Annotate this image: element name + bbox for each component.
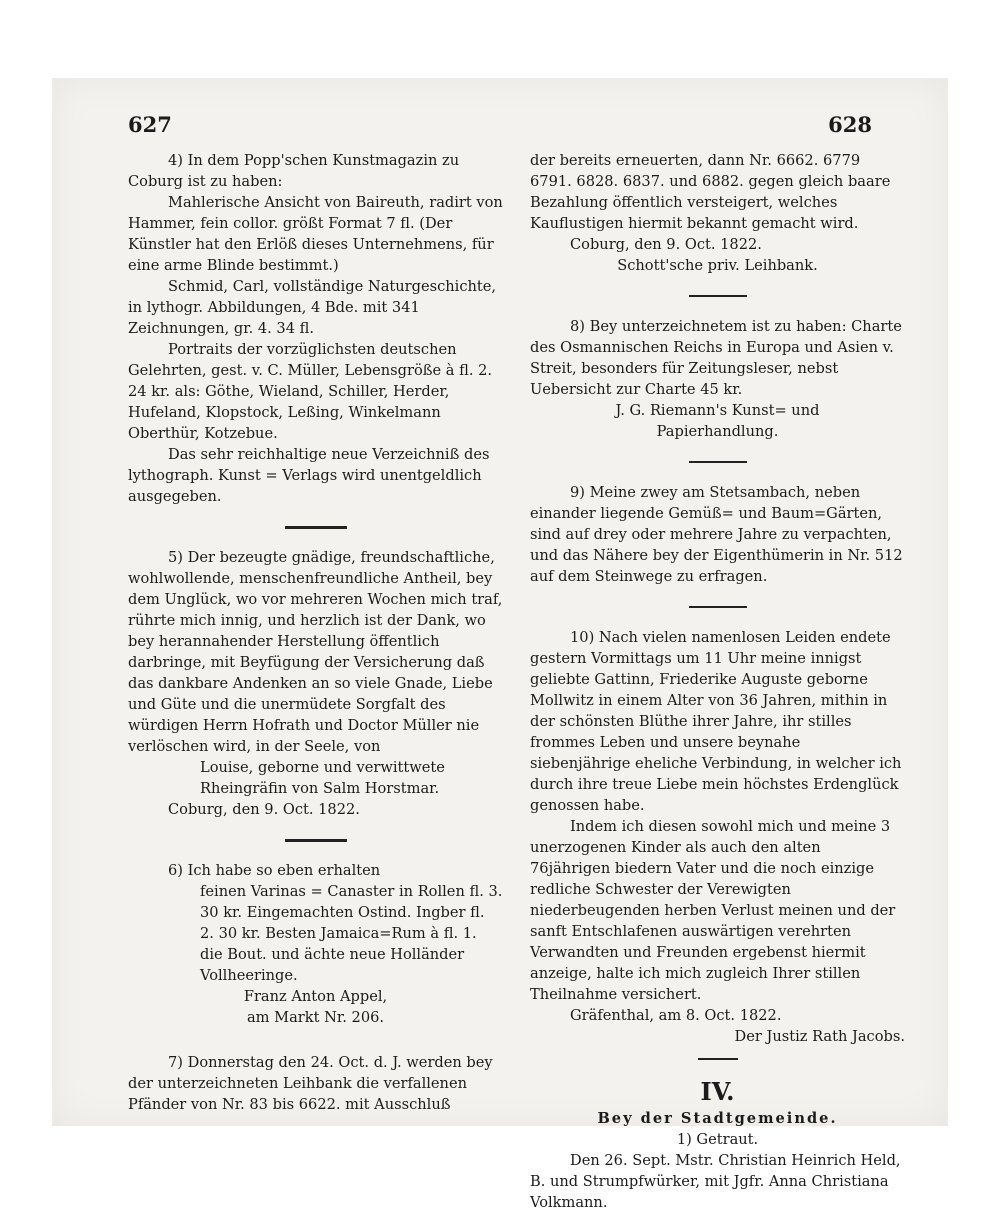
notice-7-text: 7) Donnerstag den 24. Oct. d. J. werden bey der unterzeichneten Leihbank die verfallenen Pfänder von Nr. 83 bis 6622. mit Ausschluß xyxy=(128,1054,493,1113)
right-column xyxy=(530,150,905,1213)
notice-8-signature-1: J. G. Riemann's Kunst= und xyxy=(615,402,820,419)
notice-4-item-3: Portraits der vorzüglichsten deutschen Gelehrten, gest. v. C. Müller, Lebensgröße à fl. 2. 24 kr. als: Göthe, Wieland, Schiller, Herder, Hufeland, Klopstock, Leßing, Winkelmann Oberthür, Kotzebue. xyxy=(128,341,493,442)
divider xyxy=(530,442,905,482)
divider xyxy=(530,276,905,316)
divider xyxy=(128,820,503,860)
notice-5 xyxy=(128,547,503,820)
notice-6-body: feinen Varinas = Canaster in Rollen fl. 3. 30 kr. Eingemachten Ostind. Ingber fl. 2. 30 kr. Besten Jamaica=Rum à fl. 1. die Bout. und ächte neue Holländer Vollheeringe. xyxy=(200,883,503,984)
divider xyxy=(530,587,905,627)
section-entry: Den 26. Sept. Mstr. Christian Heinrich Held, B. und Strumpfwürker, mit Jgfr. Anna Christiana Volkmann. xyxy=(530,1152,901,1211)
notice-5-text: 5) Der bezeugte gnädige, freundschaftliche, wohlwollende, menschenfreundliche Antheil, bey dem Unglück, wo vor mehreren Wochen mich traf, rührte mich innig, und herzlich ist der Dank, wo bey herannahender Herstellung öffentlich darbringe, mit Beyfügung der Versicherung daß das dankbare Andenken an so viele Gnade, Liebe und Güte und die unermüdete Sorgfalt des würdigen Herrn Hofrath und Doctor Müller nie verlöschen wird, in der Seele, von xyxy=(128,549,503,755)
notice-4 xyxy=(128,150,503,507)
notice-6-intro: 6) Ich habe so eben erhalten xyxy=(168,862,381,879)
notice-5-signature-1: Louise, geborne und verwittwete xyxy=(200,759,445,776)
section-subtitle: 1) Getraut. xyxy=(676,1131,759,1148)
divider xyxy=(530,1047,905,1071)
right-page-number: 628 xyxy=(828,112,872,137)
notice-8-text: 8) Bey unterzeichnetem ist zu haben: Charte des Osmannischen Reichs in Europa und Asien v. Streit, besonders für Zeitungsleser, nebst Uebersicht zur Charte 45 kr. xyxy=(530,318,902,398)
divider xyxy=(128,507,503,547)
notice-6 xyxy=(128,860,503,1028)
notice-9-text: 9) Meine zwey am Stetsambach, neben einander liegende Gemüß= und Baum=Gärten, sind auf drey oder mehrere Jahre zu verpachten, und das Nähere bey der Eigenthümerin in Nr. 512 auf dem Steinwege zu erfragen. xyxy=(530,484,903,585)
notice-9 xyxy=(530,482,905,587)
notice-7-continued-text: der bereits erneuerten, dann Nr. 6662. 6779 6791. 6828. 6837. und 6882. gegen gleich baare Bezahlung öffentlich versteigert, welches Kauflustigen hiermit bekannt gemacht wird. xyxy=(530,152,891,232)
left-column xyxy=(128,150,503,1115)
notice-7 xyxy=(128,1052,503,1115)
notice-10-paragraph-1: 10) Nach vielen namenlosen Leiden endete gestern Vormittags um 11 Uhr meine innigst geliebte Gattinn, Friederike Auguste geborne Mollwitz in einem Alter von 36 Jahren, mithin in der schönsten Blüthe ihrer Jahre, ihr stilles frommes Leben und unsere beynahe siebenjährige eheliche Verbindung, in welcher ich durch ihre treue Liebe mein höchstes Erdenglück genossen habe. xyxy=(530,629,902,814)
notice-5-place-date: Coburg, den 9. Oct. 1822. xyxy=(168,801,360,818)
notice-10-paragraph-2: Indem ich diesen sowohl mich und meine 3 unerzogenen Kinder als auch den alten 76jährigen biedern Vater und die noch einzige redliche Schwester der Verewigten niederbeugenden herben Verlust meinen und der sanft Entschlafenen auswärtigen verehrten Verwandten und Freunden ergebenst hiermit anzeige, halte ich mich zugleich Ihrer stillen Theilnahme versichert. xyxy=(530,818,896,1003)
divider xyxy=(128,1028,503,1052)
notice-6-signature-2: am Markt Nr. 206. xyxy=(246,1009,385,1026)
notice-4-item-4: Das sehr reichhaltige neue Verzeichniß des lythograph. Kunst = Verlags wird unentgeldlich ausgegeben. xyxy=(128,446,490,505)
left-page-number: 627 xyxy=(128,112,172,137)
notice-8 xyxy=(530,316,905,442)
notice-7-continued xyxy=(530,150,905,276)
notice-10-signature: Der Justiz Rath Jacobs. xyxy=(734,1028,905,1045)
notice-5-signature-2: Rheingräfin von Salm Horstmar. xyxy=(200,780,440,797)
notice-4-intro: 4) In dem Popp'schen Kunstmagazin zu Coburg ist zu haben: xyxy=(128,152,460,190)
section-title: Bey der Stadtgemeinde. xyxy=(597,1110,838,1127)
section-iv xyxy=(530,1077,905,1213)
notice-4-item-1: Mahlerische Ansicht von Baireuth, radirt von Hammer, fein collor. größt Format 7 fl. (Der Künstler hat den Erlöß dieses Unternehmens, für eine arme Blinde bestimmt.) xyxy=(128,194,503,274)
notice-6-signature-1: Franz Anton Appel, xyxy=(243,988,388,1005)
notice-10-place-date: Gräfenthal, am 8. Oct. 1822. xyxy=(570,1007,782,1024)
notice-10 xyxy=(530,627,905,1047)
notice-8-signature-2: Papierhandlung. xyxy=(656,423,779,440)
notice-7-signature: Schott'sche priv. Leihbank. xyxy=(617,257,818,274)
section-number: IV. xyxy=(700,1077,735,1106)
notice-4-item-2: Schmid, Carl, vollständige Naturgeschichte, in lythogr. Abbildungen, 4 Bde. mit 341 Zeichnungen, gr. 4. 34 fl. xyxy=(128,278,497,337)
notice-7-place-date: Coburg, den 9. Oct. 1822. xyxy=(570,236,762,253)
